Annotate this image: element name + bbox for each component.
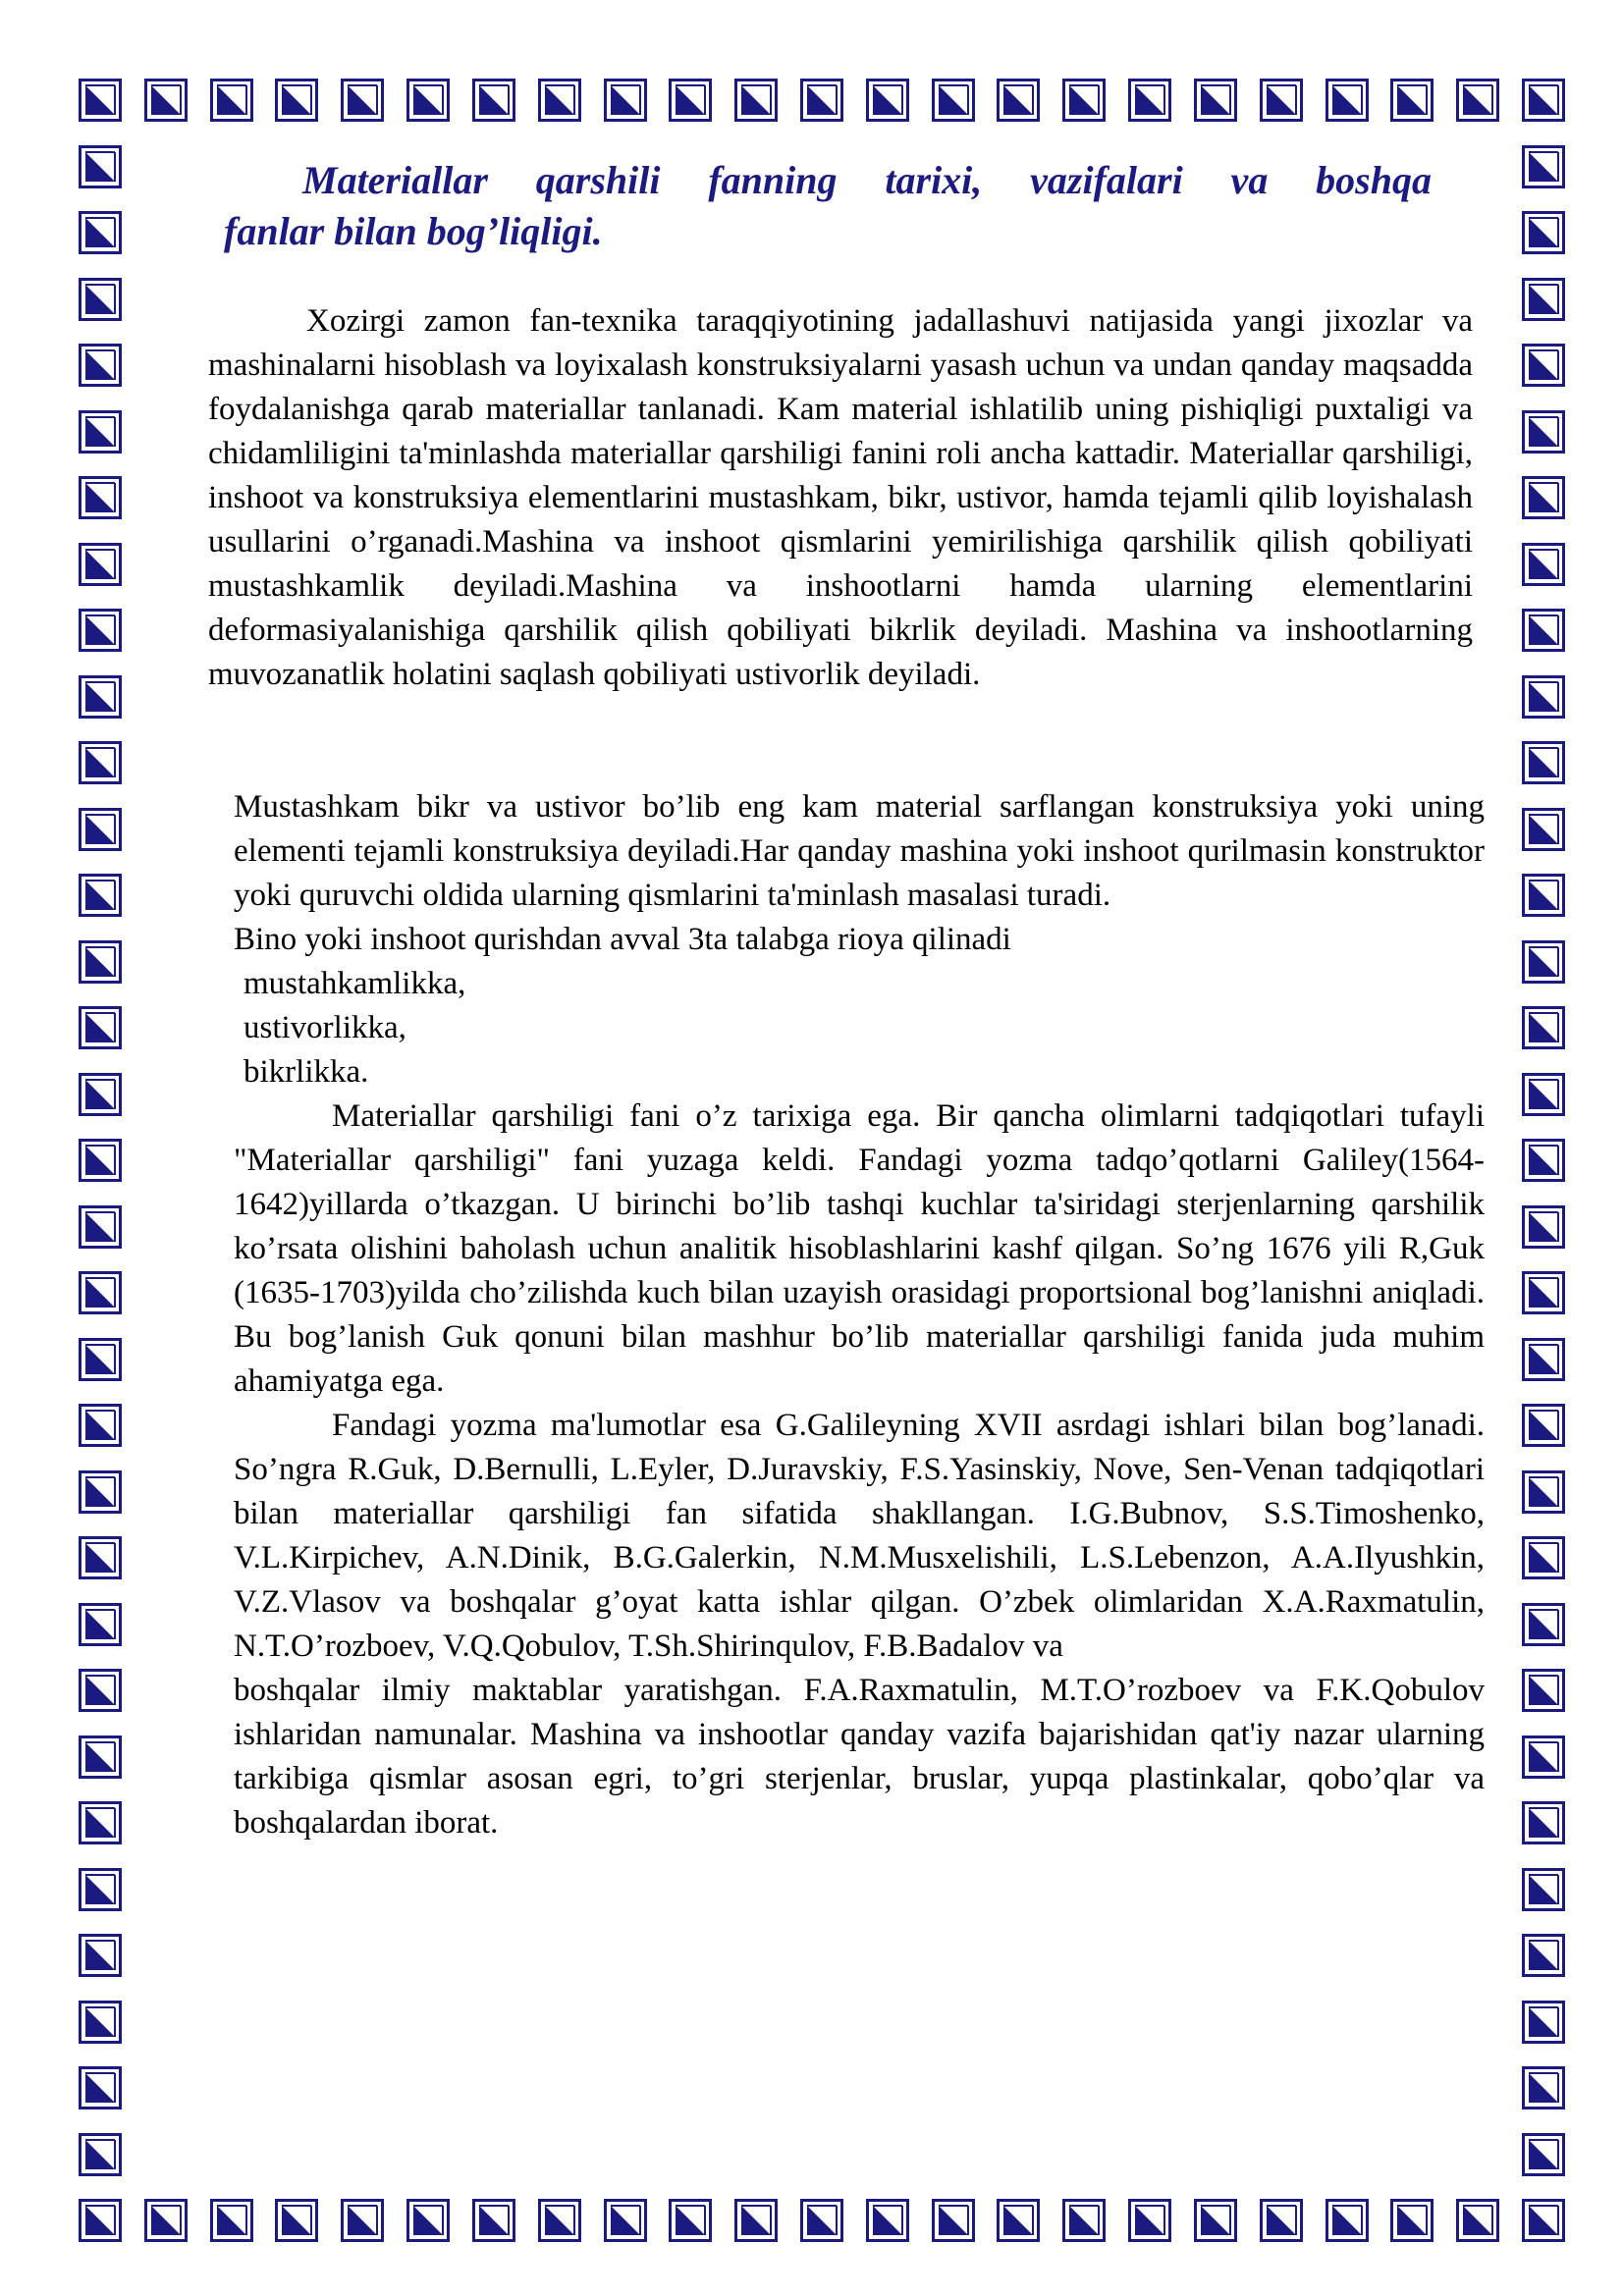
framed-triangle-tile-icon	[79, 1271, 122, 1314]
framed-triangle-tile-icon	[79, 211, 122, 254]
requirement-item: ustivorlikka,	[243, 1010, 406, 1045]
framed-triangle-tile-icon	[1522, 1934, 1565, 1977]
framed-triangle-tile-icon	[1522, 410, 1565, 454]
framed-triangle-tile-icon	[1390, 2199, 1434, 2242]
framed-triangle-tile-icon	[1456, 79, 1499, 122]
framed-triangle-tile-icon	[1522, 1205, 1565, 1249]
paragraph-scholars-text: Fandagi yozma ma'lumotlar esa G.Galileyning XVII asrdagi ishlari bilan bog’lanadi. So’ngra R.Guk, D.Bernulli, L.Eyler, D.Juravskiy, F.S.Yasinskiy, Nove, Sen-Venan tadqiqotlari bilan materiallar qarshiligi fan sifatida shakllangan. I.G.Bubnov, S.S.Timoshenko, V.L.Kirpichev, A.N.Dinik, B.G.Galerkin, N.M.Musxelishili, L.S.Lebenzon, A.A.Ilyushkin, V.Z.Vlasov va boshqalar g’oyat katta ishlar qilgan. O’zbek olimlaridan X.A.Raxmatulin, N.T.O’rozboev, V.Q.Qobulov, T.Sh.Shirinqulov, F.B.Badalov va	[234, 1408, 1485, 1664]
framed-triangle-tile-icon	[1522, 609, 1565, 652]
framed-triangle-tile-icon	[79, 2199, 122, 2242]
framed-triangle-tile-icon	[79, 1669, 122, 1712]
framed-triangle-tile-icon	[1522, 278, 1565, 321]
framed-triangle-tile-icon	[1194, 79, 1237, 122]
framed-triangle-tile-icon	[79, 1934, 122, 1977]
framed-triangle-tile-icon	[734, 79, 778, 122]
framed-triangle-tile-icon	[800, 79, 843, 122]
framed-triangle-tile-icon	[79, 2133, 122, 2176]
framed-triangle-tile-icon	[79, 410, 122, 454]
paragraph-economy: Mustashkam bikr va ustivor bo’lib eng kam material sarflangan konstruksiya yoki uning elementi tejamli konstruksiya deyiladi.Har qanday mashina yoki inshoot qurilmasin konstruktor yoki quruvchi oldida ularning qismlarini ta'minlash masalasi turadi.	[234, 789, 1485, 913]
framed-triangle-tile-icon	[538, 2199, 581, 2242]
framed-triangle-tile-icon	[275, 79, 318, 122]
framed-triangle-tile-icon	[932, 2199, 975, 2242]
framed-triangle-tile-icon	[79, 145, 122, 188]
framed-triangle-tile-icon	[341, 79, 384, 122]
framed-triangle-tile-icon	[1522, 543, 1565, 586]
document-title-line-2: fanlar bilan bog’liqligi.	[224, 209, 603, 253]
framed-triangle-tile-icon	[144, 2199, 188, 2242]
framed-triangle-tile-icon	[79, 1470, 122, 1514]
framed-triangle-tile-icon	[79, 79, 122, 122]
framed-triangle-tile-icon	[1522, 1603, 1565, 1646]
framed-triangle-tile-icon	[79, 1868, 122, 1911]
framed-triangle-tile-icon	[1522, 1801, 1565, 1844]
framed-triangle-tile-icon	[79, 940, 122, 984]
framed-triangle-tile-icon	[1522, 1735, 1565, 1779]
framed-triangle-tile-icon	[472, 79, 515, 122]
framed-triangle-tile-icon	[1522, 1669, 1565, 1712]
main-content	[234, 785, 1485, 1845]
framed-triangle-tile-icon	[79, 1006, 122, 1049]
framed-triangle-tile-icon	[1522, 1404, 1565, 1447]
requirement-item: bikrlikka.	[243, 1054, 369, 1090]
framed-triangle-tile-icon	[1522, 1139, 1565, 1182]
framed-triangle-tile-icon	[1522, 741, 1565, 784]
framed-triangle-tile-icon	[210, 2199, 253, 2242]
framed-triangle-tile-icon	[1522, 1073, 1565, 1116]
framed-triangle-tile-icon	[1062, 2199, 1106, 2242]
framed-triangle-tile-icon	[79, 741, 122, 784]
framed-triangle-tile-icon	[1522, 344, 1565, 387]
framed-triangle-tile-icon	[79, 1073, 122, 1116]
framed-triangle-tile-icon	[1522, 79, 1565, 122]
requirements-list	[234, 962, 1485, 1095]
framed-triangle-tile-icon	[79, 543, 122, 586]
paragraph-schools: boshqalar ilmiy maktablar yaratishgan. F.A.Raxmatulin, M.T.O’rozboev va F.K.Qobulov ishlaridan namunalar. Mashina va inshootlar qanday vazifa bajarishidan qat'iy nazar ularning tarkibiga qismlar asosan egri, to’gri sterjenlar, bruslar, yupqa plastinkalar, qobo’qlar va boshqalardan iborat.	[234, 1673, 1485, 1841]
framed-triangle-tile-icon	[604, 79, 647, 122]
framed-triangle-tile-icon	[997, 2199, 1040, 2242]
framed-triangle-tile-icon	[1522, 675, 1565, 719]
framed-triangle-tile-icon	[79, 675, 122, 719]
framed-triangle-tile-icon	[1522, 145, 1565, 188]
framed-triangle-tile-icon	[1522, 874, 1565, 917]
framed-triangle-tile-icon	[1194, 2199, 1237, 2242]
framed-triangle-tile-icon	[866, 79, 909, 122]
framed-triangle-tile-icon	[604, 2199, 647, 2242]
framed-triangle-tile-icon	[538, 79, 581, 122]
framed-triangle-tile-icon	[1522, 2133, 1565, 2176]
framed-triangle-tile-icon	[79, 874, 122, 917]
framed-triangle-tile-icon	[1522, 2066, 1565, 2109]
framed-triangle-tile-icon	[79, 1735, 122, 1779]
framed-triangle-tile-icon	[79, 1338, 122, 1381]
framed-triangle-tile-icon	[866, 2199, 909, 2242]
framed-triangle-tile-icon	[1522, 808, 1565, 851]
framed-triangle-tile-icon	[79, 808, 122, 851]
framed-triangle-tile-icon	[1522, 476, 1565, 519]
framed-triangle-tile-icon	[1128, 2199, 1171, 2242]
framed-triangle-tile-icon	[79, 2066, 122, 2109]
framed-triangle-tile-icon	[734, 2199, 778, 2242]
framed-triangle-tile-icon	[79, 609, 122, 652]
framed-triangle-tile-icon	[1522, 1536, 1565, 1579]
framed-triangle-tile-icon	[79, 476, 122, 519]
paragraph-intro: Xozirgi zamon fan-texnika taraqqiyotining jadallashuvi natijasida yangi jixozlar va mashinalarni hisoblash va loyixalash konstruksiyalarni yasash uchun va undan qanday maqsadda foydalanishga qarab materiallar tanlanadi. Kam material ishlatilib uning pishiqligi puxtaligi va chidamliligini ta'minlashda materiallar qarshiligi fanini roli ancha kattadir. Materiallar qarshiligi, inshoot va konstruksiya elementlarini mustashkam, bikr, ustivor, hamda tejamli qilib loyishalash usullarini o’rganadi.Mashina va inshoot qismlarini yemirilishiga qarshilik qilish qobiliyati mustashkamlik deyiladi.Mashina va inshootlarni hamda ularning elementlarini deformasiyalanishiga qarshilik qilish qobiliyati bikrlik deyiladi. Mashina va inshootlarning muvozanatlik holatini saqlash qobiliyati ustivorlik deyiladi.	[208, 303, 1473, 692]
framed-triangle-tile-icon	[1522, 1868, 1565, 1911]
framed-triangle-tile-icon	[1260, 79, 1303, 122]
framed-triangle-tile-icon	[1522, 1338, 1565, 1381]
framed-triangle-tile-icon	[1522, 1271, 1565, 1314]
framed-triangle-tile-icon	[79, 278, 122, 321]
framed-triangle-tile-icon	[669, 2199, 712, 2242]
framed-triangle-tile-icon	[1325, 79, 1369, 122]
paragraph-scholars	[234, 1404, 1485, 1669]
document-title-line-1: Materiallar qarshili fanning tarixi, vazifalari va boshqa	[302, 158, 1432, 202]
requirement-item: mustahkamlikka,	[243, 966, 466, 1001]
paragraph-requirements-intro: Bino yoki inshoot qurishdan avval 3ta talabga rioya qilinadi	[234, 922, 1011, 957]
framed-triangle-tile-icon	[472, 2199, 515, 2242]
framed-triangle-tile-icon	[406, 2199, 450, 2242]
framed-triangle-tile-icon	[1522, 1470, 1565, 1514]
framed-triangle-tile-icon	[79, 1603, 122, 1646]
framed-triangle-tile-icon	[79, 1536, 122, 1579]
framed-triangle-tile-icon	[79, 1404, 122, 1447]
framed-triangle-tile-icon	[997, 79, 1040, 122]
framed-triangle-tile-icon	[210, 79, 253, 122]
framed-triangle-tile-icon	[1522, 211, 1565, 254]
framed-triangle-tile-icon	[932, 79, 975, 122]
framed-triangle-tile-icon	[79, 344, 122, 387]
framed-triangle-tile-icon	[1522, 940, 1565, 984]
framed-triangle-tile-icon	[79, 1139, 122, 1182]
framed-triangle-tile-icon	[1128, 79, 1171, 122]
framed-triangle-tile-icon	[341, 2199, 384, 2242]
framed-triangle-tile-icon	[144, 79, 188, 122]
framed-triangle-tile-icon	[1522, 2199, 1565, 2242]
framed-triangle-tile-icon	[1522, 2001, 1565, 2044]
framed-triangle-tile-icon	[79, 2001, 122, 2044]
framed-triangle-tile-icon	[1390, 79, 1434, 122]
document-title	[224, 155, 1432, 257]
framed-triangle-tile-icon	[79, 1801, 122, 1844]
framed-triangle-tile-icon	[1260, 2199, 1303, 2242]
framed-triangle-tile-icon	[800, 2199, 843, 2242]
paragraph-history: Materiallar qarshiligi fani o’z tarixiga ega. Bir qancha olimlarni tadqiqotlari tufayli "Materiallar qarshiligi" fani yuzaga keldi. Fandagi yozma tadqo’qotlarni Galiley(1564-1642)yillarda o’tkazgan. U birinchi bo’lib tashqi kuchlar ta'siridagi sterjenlarning qarshilik ko’rsata olishini baholash uchun analitik hisoblashlarini kashf qilgan. So’ng 1676 yili R,Guk (1635-1703)yilda cho’zilishda kuch bilan uzayish orasidagi proportsional bog’lanishni aniqladi. Bu bog’lanish Guk qonuni bilan mashhur bo’lib materiallar qarshiligi fanida juda muhim ahamiyatga ega.	[234, 1098, 1485, 1399]
framed-triangle-tile-icon	[1325, 2199, 1369, 2242]
framed-triangle-tile-icon	[1522, 1006, 1565, 1049]
framed-triangle-tile-icon	[1456, 2199, 1499, 2242]
framed-triangle-tile-icon	[406, 79, 450, 122]
framed-triangle-tile-icon	[275, 2199, 318, 2242]
framed-triangle-tile-icon	[1062, 79, 1106, 122]
framed-triangle-tile-icon	[79, 1205, 122, 1249]
framed-triangle-tile-icon	[669, 79, 712, 122]
